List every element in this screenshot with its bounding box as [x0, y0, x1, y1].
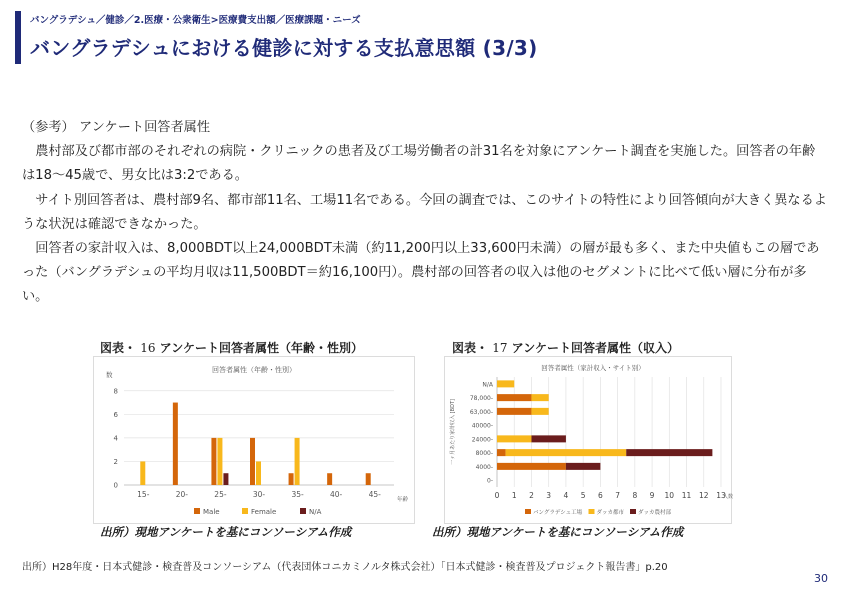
chart1-title: 回答者属性（年齢・性別）	[212, 366, 296, 374]
chart2-xtick-label: 10	[664, 491, 675, 500]
section-label: （参考） アンケート回答者属性	[22, 120, 211, 135]
chart2-xtick-label: 13	[716, 491, 726, 500]
chart1-ytick-label: 0	[113, 481, 118, 490]
chart2-bar-segment	[497, 463, 566, 470]
age-gender-chart-svg	[94, 357, 414, 523]
chart1-xtick-label: 35-	[291, 490, 304, 499]
chart2-bar-segment	[497, 435, 531, 442]
chart2-title: 回答者属性（家計収入・サイト別）	[541, 364, 645, 372]
chart1-bar-female	[217, 438, 222, 485]
chart1-legend-label: Male	[203, 508, 220, 516]
chart1-bar-male	[327, 473, 332, 485]
chart2-ytick-label: N/A	[482, 381, 493, 389]
chart1-bar-male	[366, 473, 371, 485]
chart1-ytick-label: 6	[113, 410, 118, 419]
chart1-ytick-label: 2	[113, 457, 118, 466]
figure-16-caption	[100, 339, 363, 356]
chart1-legend-swatch	[194, 508, 200, 514]
figure-17-prefix: 図表・	[452, 341, 489, 355]
chart1-xtick-label: 20-	[175, 490, 188, 499]
chart1-bar-male	[211, 438, 216, 485]
chart2-xtick-label: 2	[529, 491, 534, 500]
figure-17-title: アンケート回答者属性（収入）	[511, 341, 679, 355]
chart1-ytick-label: 8	[113, 387, 118, 396]
chart1-bar-female	[256, 461, 261, 485]
chart1-xtick-label: 15-	[137, 490, 150, 499]
chart2-ytick-label: 40000-	[471, 422, 493, 430]
figure-16-title: アンケート回答者属性（年齢・性別）	[159, 341, 363, 355]
chart2-bar-segment	[497, 394, 531, 401]
chart2-ytick-label: 8000-	[475, 450, 493, 458]
chart2-bar-segment	[497, 380, 514, 387]
chart1-legend-swatch	[242, 508, 248, 514]
paragraph-3: 回答者の家計収入は、8,000BDT以上24,000BDT未満（約11,200円以上33,600円未満）の層が最も多く、また中央値もこの層であった（バングラデシュの平均月収は11,500BDT＝約16,100円）。農村部の回答者の収入は他のセグメントに比べて低い層に分布が多い。	[22, 241, 820, 305]
chart2-xtick-label: 7	[615, 491, 621, 500]
figure-17-caption	[452, 339, 679, 356]
chart2-bar-segment	[497, 449, 506, 456]
page-title: バングラデシュにおける健診に対する支払意思額 (3/3)	[30, 36, 538, 60]
chart2-bar-segment	[531, 394, 548, 401]
figure-17-source: 出所）現地アンケートを基にコンソーシアム作成	[432, 525, 684, 539]
paragraph-2: サイト別回答者は、農村部9名、都市部11名、工場11名である。今回の調査では、このサイトの特性により回答傾向が大きく異なるような状況は確認できなかった。	[22, 192, 827, 232]
chart2-xtick-label: 1	[511, 491, 517, 500]
chart1-xtick-label: 40-	[330, 490, 343, 499]
chart2-xtick-label: 3	[546, 491, 552, 500]
chart2-xtick-label: 9	[649, 491, 655, 500]
chart2-ytick-label: 78,000-	[469, 395, 493, 403]
chart2-xtick-label: 11	[681, 491, 692, 500]
chart1-xtick-label: 45-	[368, 490, 381, 499]
breadcrumb: バングラデシュ／健診／2.医療・公衆衛生>医療費支出額／医療課題・ニーズ	[30, 15, 361, 26]
body-text	[22, 116, 828, 310]
figure-17-number: 17	[492, 341, 508, 355]
chart1-bar-female	[140, 461, 145, 485]
age-gender-chart	[93, 356, 415, 524]
chart2-xtick-label: 6	[597, 491, 603, 500]
chart2-xlabel: 人数	[723, 494, 734, 500]
chart2-legend-swatch	[630, 509, 636, 514]
chart1-bar-male	[250, 438, 255, 485]
income-chart-svg	[445, 357, 734, 523]
chart1-bar-female	[295, 438, 300, 485]
chart2-xtick-label: 5	[580, 491, 586, 500]
figure-16-prefix: 図表・	[100, 341, 137, 355]
chart2-ylabel: 一ヶ月あたり家計収入 [BDT]	[450, 399, 456, 465]
chart1-xlabel: 年齢	[397, 497, 409, 503]
chart1-ylabel: 数	[106, 371, 113, 379]
chart1-xtick-label: 30-	[252, 490, 266, 499]
title-accent-bar	[15, 11, 21, 64]
chart1-legend-label: N/A	[309, 508, 322, 516]
chart2-xtick-label: 12	[698, 491, 709, 500]
footer-source: 出所）H28年度・日本式健診・検査普及コンソーシアム（代表団体コニカミノルタ株式会社）「日本式健診・検査普及プロジェクト報告書」p.20	[22, 562, 668, 573]
chart2-xtick-label: 4	[563, 491, 569, 500]
chart2-legend-label: ダッカ農村部	[638, 510, 672, 516]
chart1-ytick-label: 4	[113, 434, 118, 443]
chart2-ytick-label: 4000-	[475, 463, 493, 471]
chart1-bar-male	[173, 403, 178, 485]
paragraph-1: 農村部及び都市部のそれぞれの病院・クリニックの患者及び工場労働者の計31名を対象にアンケート調査を実施した。回答者の年齢は18～45歳で、男女比は3:2である。	[22, 144, 816, 184]
chart2-legend-swatch	[525, 509, 531, 514]
income-chart	[444, 356, 732, 524]
page-number: 30	[814, 572, 828, 585]
chart2-ytick-label: 63,000-	[469, 408, 493, 416]
chart1-legend-swatch	[300, 508, 306, 514]
chart2-bar-segment	[566, 463, 600, 470]
chart2-legend-label: バングラデシュ工場	[533, 510, 583, 516]
chart1-bar-male	[289, 473, 294, 485]
chart2-xtick-label: 0	[494, 491, 500, 500]
chart2-legend-label: ダッカ都市	[596, 510, 625, 516]
chart2-legend-swatch	[589, 509, 595, 514]
chart1-legend-label: Female	[251, 508, 277, 516]
chart1-xtick-label: 25-	[214, 490, 227, 499]
chart2-bar-segment	[497, 408, 531, 415]
chart2-bar-segment	[626, 449, 712, 456]
chart2-xtick-label: 8	[632, 491, 638, 500]
chart2-ytick-label: 0-	[487, 477, 493, 485]
chart2-ytick-label: 24000-	[471, 436, 493, 444]
chart2-bar-segment	[506, 449, 627, 456]
figure-16-number: 16	[140, 341, 156, 355]
figure-16-source: 出所）現地アンケートを基にコンソーシアム作成	[100, 525, 352, 539]
chart2-bar-segment	[531, 408, 548, 415]
chart1-bar-n-a	[223, 473, 228, 485]
chart2-bar-segment	[531, 435, 565, 442]
